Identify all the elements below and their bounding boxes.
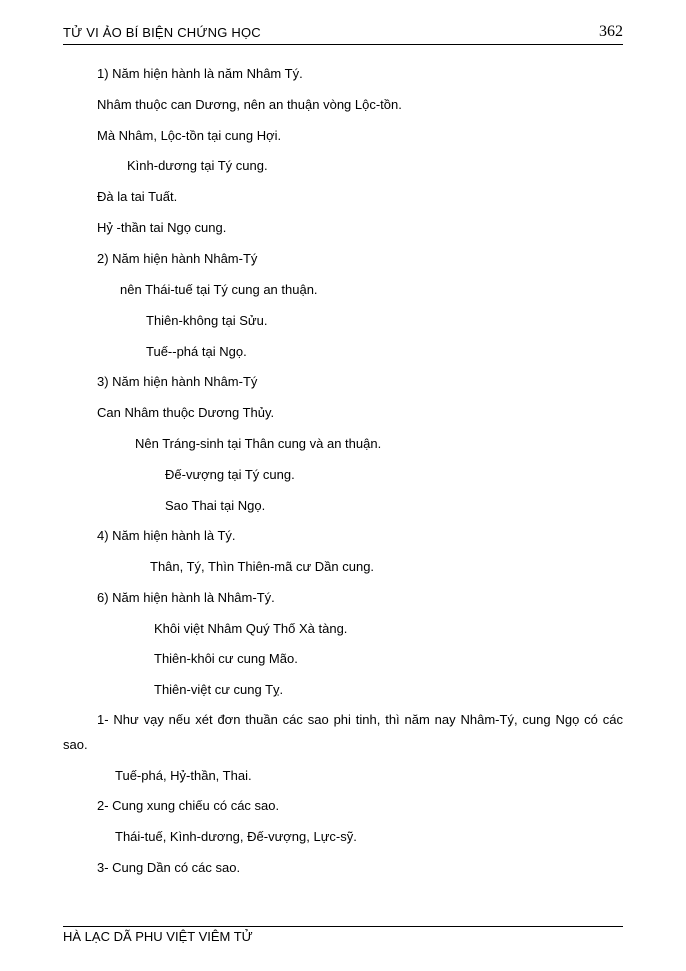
text-line: 3- Cung Dần có các sao. bbox=[97, 860, 241, 875]
text-line: Mà Nhâm, Lộc-tồn tại cung Hợi. bbox=[97, 128, 282, 143]
text-line: Kình-dương tại Tý cung. bbox=[127, 158, 268, 173]
text-line: Khôi việt Nhâm Quý Thố Xà tàng. bbox=[154, 621, 348, 636]
text-line: Thiên-việt cư cung Tỵ. bbox=[154, 682, 284, 697]
text-line: 1) Năm hiện hành là năm Nhâm Tý. bbox=[97, 66, 303, 81]
text-line: 2- Cung xung chiếu có các sao. bbox=[97, 798, 280, 813]
text-line: 4) Năm hiện hành là Tý. bbox=[97, 528, 236, 543]
text-line: Nhâm thuộc can Dương, nên an thuận vòng Lộc-tồn. bbox=[97, 97, 402, 112]
text-line: Đế-vượng tại Tý cung. bbox=[165, 467, 295, 482]
text-line: Can Nhâm thuộc Dương Thủy. bbox=[97, 405, 275, 420]
text-line: nên Thái-tuế tại Tý cung an thuận. bbox=[120, 282, 318, 297]
text-line: Sao Thai tại Ngọ. bbox=[165, 498, 266, 513]
text-line: Hỷ -thần tai Ngọ cung. bbox=[97, 220, 227, 235]
paragraph: 1- Như vạy nếu xét đơn thuần các sao phi tinh, thì năm nay Nhâm-Tý, cung Ngọ có các sao. bbox=[63, 712, 623, 752]
text-line: Tuế--phá tại Ngọ. bbox=[146, 344, 247, 359]
text-line: Tuế-phá, Hỷ-thần, Thai. bbox=[115, 768, 252, 783]
text-line: Thái-tuế, Kình-dương, Đế-vượng, Lực-sỹ. bbox=[115, 829, 357, 844]
header-title: TỬ VI ẢO BÍ BIỆN CHỨNG HỌC bbox=[63, 25, 261, 40]
text-line: Đà la tai Tuất. bbox=[97, 189, 178, 204]
page-footer bbox=[63, 926, 623, 944]
text-line: 6) Năm hiện hành là Nhâm-Tý. bbox=[97, 590, 275, 605]
footer-text: HÀ LẠC DÃ PHU VIỆT VIÊM TỬ bbox=[63, 929, 253, 944]
text-line: Thân, Tý, Thìn Thiên-mã cư Dần cung. bbox=[150, 559, 375, 574]
text-line: Thiên-khôi cư cung Mão. bbox=[154, 651, 298, 666]
text-line: 2) Năm hiện hành Nhâm-Tý bbox=[97, 251, 258, 266]
text-line: Nên Tráng-sinh tại Thân cung và an thuận. bbox=[135, 436, 382, 451]
text-line: Thiên-không tại Sửu. bbox=[146, 313, 268, 328]
page-number: 362 bbox=[599, 23, 623, 40]
text-line: 3) Năm hiện hành Nhâm-Tý bbox=[97, 374, 258, 389]
